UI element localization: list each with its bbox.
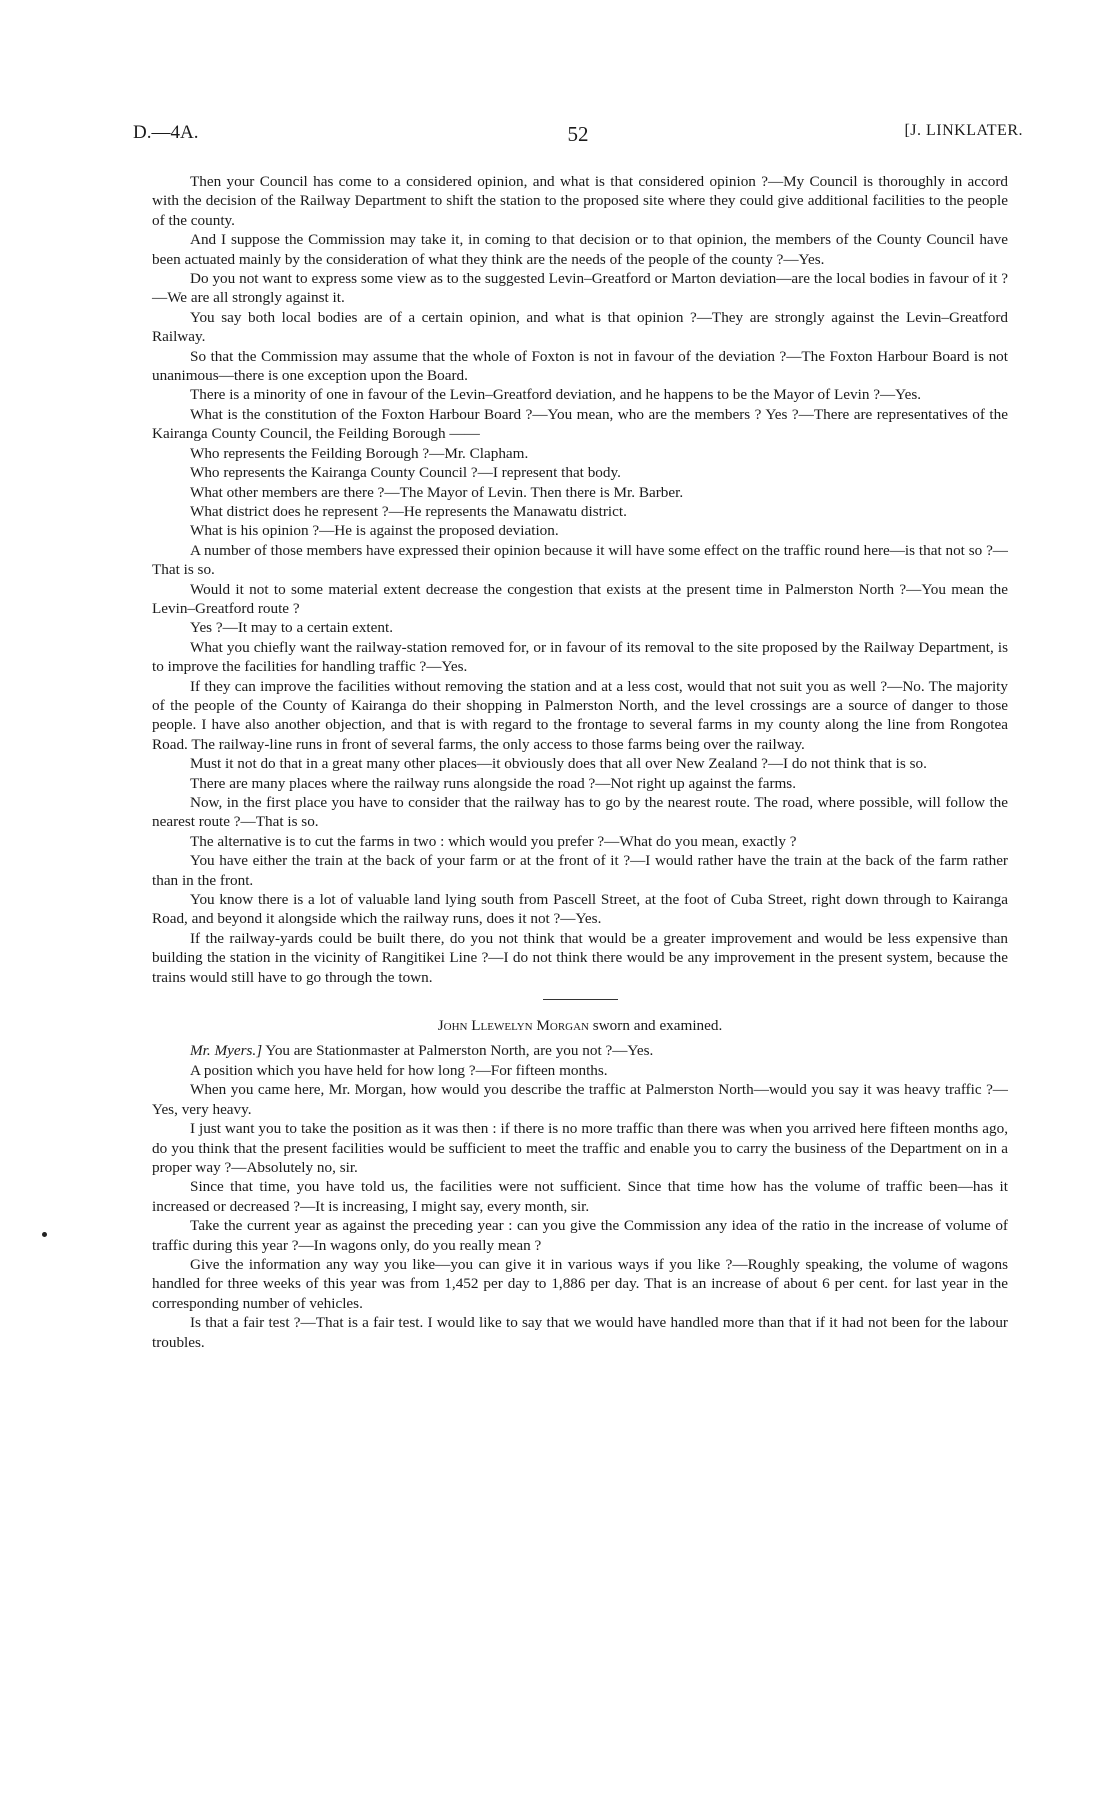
paragraph: When you came here, Mr. Morgan, how would you describe the traffic at Palmerston North—would you say it was heavy traffic ?—Yes, very heavy.	[152, 1081, 1008, 1118]
paragraph: What you chiefly want the railway-station removed for, or in favour of its removal to the site proposed by the Railway Department, is to improve the facilities for handling traffic ?—Yes.	[152, 638, 1008, 676]
witness-running-head: [J. LINKLATER.	[904, 122, 1023, 139]
paragraph: Must it not do that in a great many other places—it obviously does that all over New Zealand ?—I do not think that is so.	[190, 755, 927, 773]
paragraph: There is a minority of one in favour of the Levin–Greatford deviation, and he happens to be the Mayor of Levin ?—Yes.	[190, 386, 922, 404]
paragraph: The alternative is to cut the farms in two : which would you prefer ?—What do you mean, exactly ?	[190, 832, 797, 850]
paragraph: Then your Council has come to a considered opinion, and what is that considered opinion ?—My Council is thoroughly in accord with the decision of the Railway Department to shift the station to the proposed site where they could give additional facilities to the people of the county.	[152, 173, 1008, 229]
document-reference: D.—4A.	[133, 122, 199, 143]
paragraph: You know there is a lot of valuable land lying south from Pascell Street, at the foot of Cuba Street, right down through to Kairanga Road, and beyond it alongside which the railway runs, does it not ?—Yes.	[152, 891, 1008, 928]
paragraph: Who represents the Kairanga County Council ?—I represent that body.	[190, 464, 621, 482]
paragraph: Take the current year as against the preceding year : can you give the Commission any idea of the ratio in the increase of volume of traffic during this year ?—In wagons only, do you really mean ?	[152, 1217, 1008, 1254]
paragraph: A position which you have held for how long ?—For fifteen months.	[190, 1061, 608, 1079]
page-number: 52	[567, 122, 589, 146]
paragraph: I just want you to take the position as it was then : if there is no more traffic than there was when you arrived here fifteen months ago, do you think that the present facilities would be sufficient to meet the traffic and enable you to carry the business of the Department on in a proper way ?—Absolutely no, sir.	[152, 1120, 1008, 1176]
witness-heading-suffix: sworn and examined.	[589, 1017, 723, 1035]
paragraph: So that the Commission may assume that the whole of Foxton is not in favour of the deviation ?—The Foxton Harbour Board is not unanimous—there is one exception upon the Board.	[152, 347, 1008, 385]
paragraph: You have either the train at the back of your farm or at the front of it ?—I would rather have the train at the back of the farm rather than in the front.	[152, 852, 1008, 889]
speaker-label: Mr. Myers.]	[190, 1042, 263, 1060]
paragraph: Who represents the Feilding Borough ?—Mr. Clapham.	[190, 444, 529, 462]
paragraph: There are many places where the railway runs alongside the road ?—Not right up against the farms.	[190, 774, 797, 792]
paragraph: Give the information any way you like—you can give it in various ways if you like ?—Roughly speaking, the volume of wagons handled for three weeks of this year was from 1,452 per day to 1,886 per day. That is an increase of about 6 per cent. for last year in the corresponding number of vehicles.	[152, 1255, 1008, 1312]
paragraph: What other members are there ?—The Mayor of Levin. Then there is Mr. Barber.	[190, 483, 684, 501]
linklater-evidence	[152, 172, 1008, 987]
paragraph: If the railway-yards could be built there, do you not think that would be a greater improvement and would be less expensive than building the station in the vicinity of Rangitikei Line ?—I do not think there would be any improvement in the present system, because the trains would still have to go through the town.	[152, 929, 1008, 986]
paragraph: Is that a fair test ?—That is a fair test. I would like to say that we would have handled more than that if it had not been for the labour troubles.	[152, 1314, 1008, 1351]
witness-heading	[152, 1016, 1008, 1035]
paragraph: Would it not to some material extent decrease the congestion that exists at the present time in Palmerston North ?—You mean the Levin–Greatford route ?	[152, 580, 1008, 617]
paragraph: What is his opinion ?—He is against the proposed deviation.	[190, 522, 559, 540]
margin-mark	[42, 1232, 47, 1237]
page-body	[152, 172, 1008, 1352]
paragraph	[152, 1041, 1008, 1060]
paragraph: And I suppose the Commission may take it, in coming to that decision or to that opinion, the members of the County Council have been actuated mainly by the consideration of what they think are the needs of the people of the county ?—Yes.	[152, 231, 1008, 268]
paragraph: If they can improve the facilities without removing the station and at a less cost, would that not suit you as well ?—No. The majority of the people of the County of Kairanga do their shopping in Palmerston North, and the level crossings are a source of danger to those people. I have also another objection, and that is with regard to the frontage to several farms in my county along the line from Rongotea Road. The railway-line runs in front of several farms, the only access to those farms being over the railway.	[152, 677, 1008, 753]
paragraph: Since that time, you have told us, the facilities were not sufficient. Since that time how has the volume of traffic been—has it increased or decreased ?—It is increasing, I might say, every month, sir.	[152, 1178, 1008, 1215]
morgan-evidence	[152, 1041, 1008, 1352]
page-header	[133, 122, 1023, 152]
paragraph-text: You are Stationmaster at Palmerston North, are you not ?—Yes.	[262, 1042, 654, 1060]
witness-name: John Llewelyn Morgan	[437, 1017, 589, 1035]
paragraph: Do you not want to express some view as to the suggested Levin–Greatford or Marton deviation—are the local bodies in favour of it ?—We are all strongly against it.	[152, 270, 1008, 307]
paragraph: What is the constitution of the Foxton Harbour Board ?—You mean, who are the members ? Yes ?—There are representatives of the Kairanga County Council, the Feilding Borough ——	[152, 405, 1008, 443]
paragraph: Yes ?—It may to a certain extent.	[190, 619, 394, 637]
paragraph: You say both local bodies are of a certain opinion, and what is that opinion ?—They are strongly against the Levin–Greatford Railway.	[152, 308, 1008, 346]
paragraph: Now, in the first place you have to consider that the railway has to go by the nearest route. The road, where possible, will follow the nearest route ?—That is so.	[152, 794, 1008, 831]
section-divider	[543, 999, 618, 1000]
paragraph: A number of those members have expressed their opinion because it will have some effect on the traffic round here—is that not so ?—That is so.	[152, 541, 1008, 579]
paragraph: What district does he represent ?—He represents the Manawatu district.	[190, 502, 627, 520]
